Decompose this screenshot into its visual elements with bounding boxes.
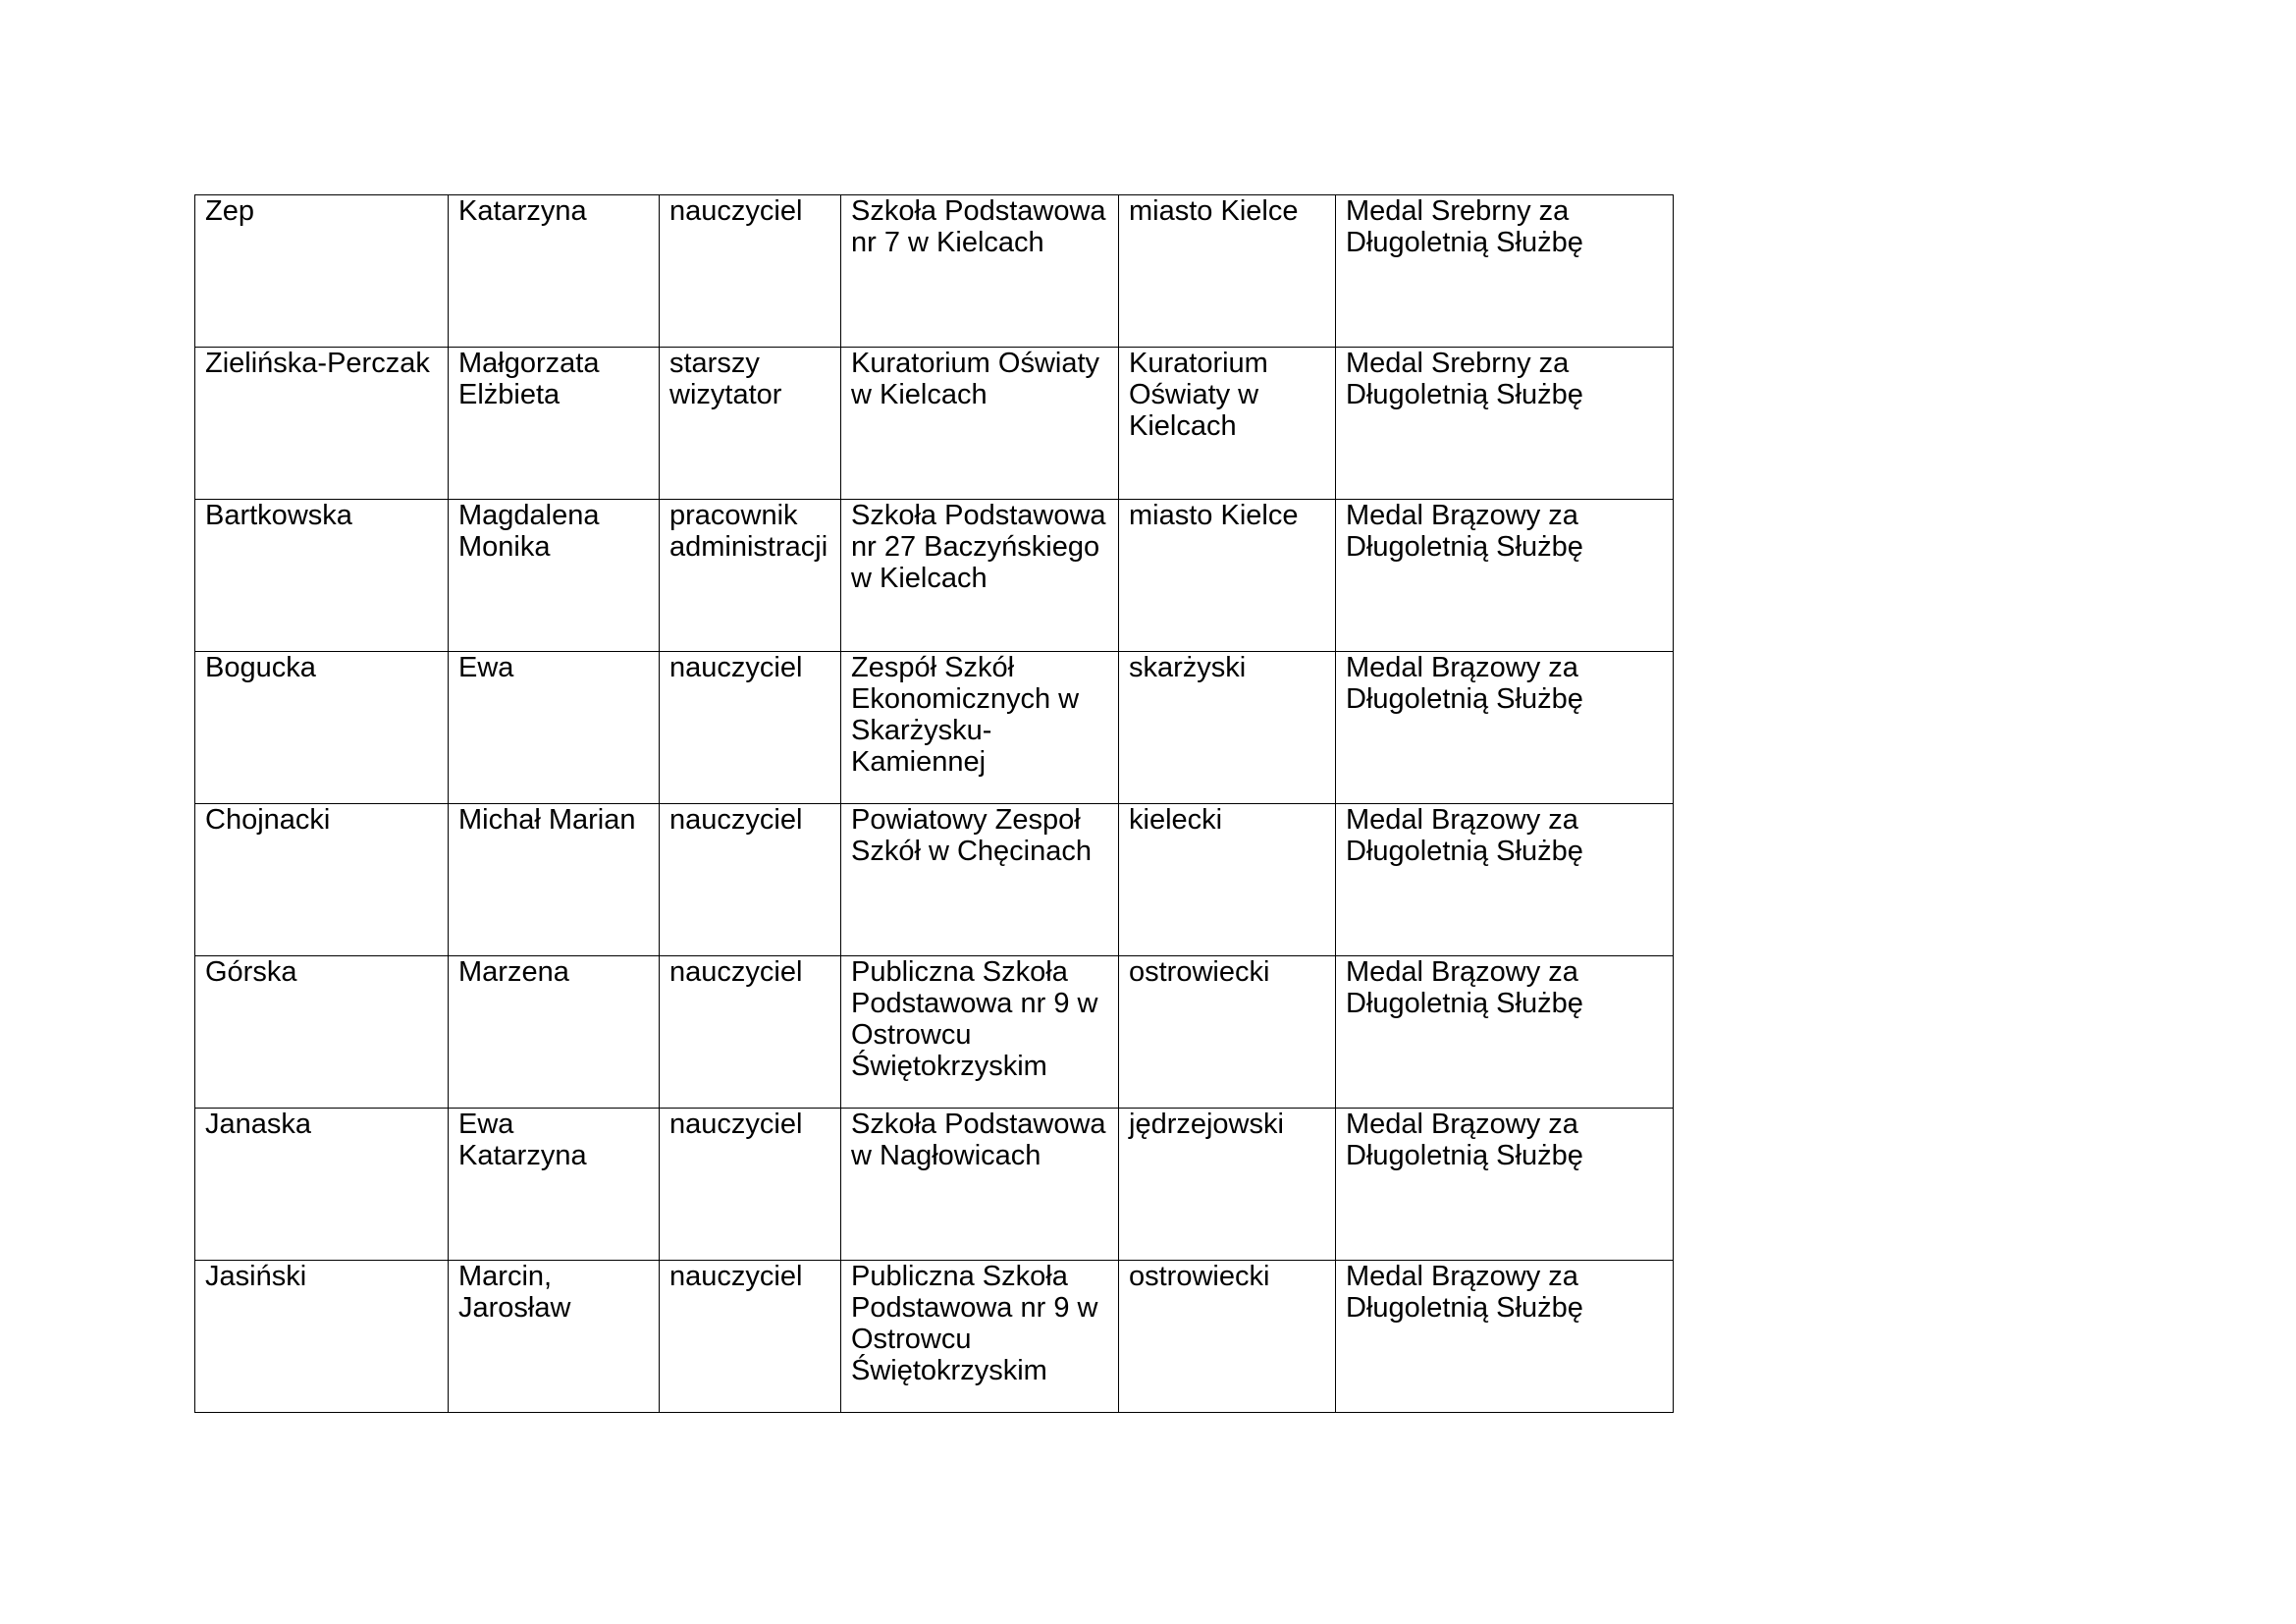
surname-text: Zep	[205, 195, 254, 227]
institution-text: Powiatowy Zespoł Szkół w Chęcinach	[851, 804, 1092, 867]
table-row	[195, 348, 1674, 500]
surname-text: Jasiński	[205, 1261, 307, 1292]
award-cell	[1336, 348, 1674, 500]
award-text: Medal Brązowy za Długoletnią Służbę	[1346, 500, 1583, 563]
award-text: Medal Srebrny za Długoletnią Służbę	[1346, 195, 1583, 258]
district-text: ostrowiecki	[1129, 1261, 1270, 1292]
awards-table	[194, 194, 1674, 1413]
table-row	[195, 195, 1674, 348]
surname-text: Janaska	[205, 1109, 312, 1140]
first-name-text: Magdalena Monika	[458, 500, 600, 563]
first-name-cell	[449, 195, 660, 348]
institution-cell	[841, 1109, 1119, 1261]
first-name-text: Marzena	[458, 956, 569, 988]
position-cell	[660, 956, 841, 1109]
institution-text: Zespół Szkół Ekonomicznych w Skarżysku- Kamiennej	[851, 652, 1080, 778]
position-cell	[660, 1109, 841, 1261]
district-cell	[1119, 956, 1336, 1109]
district-text: jędrzejowski	[1129, 1109, 1284, 1140]
position-text: nauczyciel	[669, 1109, 803, 1140]
first-name-cell	[449, 348, 660, 500]
institution-text: Szkoła Podstawowa nr 27 Baczyńskiego w Kielcach	[851, 500, 1106, 594]
institution-cell	[841, 195, 1119, 348]
surname-text: Bartkowska	[205, 500, 352, 531]
position-text: nauczyciel	[669, 1261, 803, 1292]
first-name-text: Ewa Katarzyna	[458, 1109, 587, 1171]
district-cell	[1119, 500, 1336, 652]
district-text: ostrowiecki	[1129, 956, 1270, 988]
award-text: Medal Brązowy za Długoletnią Służbę	[1346, 1109, 1583, 1171]
institution-cell	[841, 956, 1119, 1109]
table-row	[195, 500, 1674, 652]
first-name-text: Marcin, Jarosław	[458, 1261, 571, 1324]
award-cell	[1336, 804, 1674, 956]
position-cell	[660, 348, 841, 500]
first-name-cell	[449, 500, 660, 652]
position-text: starszy wizytator	[669, 348, 782, 410]
surname-text: Chojnacki	[205, 804, 331, 836]
first-name-text: Katarzyna	[458, 195, 587, 227]
institution-text: Publiczna Szkoła Podstawowa nr 9 w Ostrowcu Świętokrzyskim	[851, 1261, 1098, 1386]
first-name-text: Michał Marian	[458, 804, 636, 836]
position-text: pracownik administracji	[669, 500, 828, 563]
surname-cell	[195, 348, 449, 500]
district-cell	[1119, 804, 1336, 956]
district-text: Kuratorium Oświaty w Kielcach	[1129, 348, 1268, 442]
first-name-text: Małgorzata Elżbieta	[458, 348, 600, 410]
award-text: Medal Srebrny za Długoletnią Służbę	[1346, 348, 1583, 410]
surname-cell	[195, 652, 449, 804]
award-cell	[1336, 1261, 1674, 1413]
surname-text: Zielińska-Perczak	[205, 348, 430, 379]
district-text: skarżyski	[1129, 652, 1247, 683]
table-row	[195, 956, 1674, 1109]
first-name-cell	[449, 956, 660, 1109]
award-cell	[1336, 500, 1674, 652]
institution-cell	[841, 1261, 1119, 1413]
first-name-cell	[449, 804, 660, 956]
district-text: miasto Kielce	[1129, 195, 1299, 227]
district-cell	[1119, 1109, 1336, 1261]
first-name-cell	[449, 652, 660, 804]
surname-cell	[195, 195, 449, 348]
surname-cell	[195, 956, 449, 1109]
district-text: miasto Kielce	[1129, 500, 1299, 531]
award-text: Medal Brązowy za Długoletnią Służbę	[1346, 652, 1583, 715]
position-text: nauczyciel	[669, 956, 803, 988]
institution-cell	[841, 500, 1119, 652]
award-text: Medal Brązowy za Długoletnią Służbę	[1346, 804, 1583, 867]
institution-cell	[841, 652, 1119, 804]
award-cell	[1336, 652, 1674, 804]
institution-text: Szkoła Podstawowa nr 7 w Kielcach	[851, 195, 1106, 258]
surname-cell	[195, 1261, 449, 1413]
award-cell	[1336, 195, 1674, 348]
district-cell	[1119, 195, 1336, 348]
position-text: nauczyciel	[669, 195, 803, 227]
position-cell	[660, 804, 841, 956]
position-text: nauczyciel	[669, 652, 803, 683]
position-cell	[660, 1261, 841, 1413]
first-name-text: Ewa	[458, 652, 514, 683]
table-row	[195, 1109, 1674, 1261]
award-text: Medal Brązowy za Długoletnią Służbę	[1346, 1261, 1583, 1324]
first-name-cell	[449, 1109, 660, 1261]
table-row	[195, 652, 1674, 804]
table-body	[195, 195, 1674, 1413]
table-row	[195, 804, 1674, 956]
district-cell	[1119, 652, 1336, 804]
award-text: Medal Brązowy za Długoletnią Służbę	[1346, 956, 1583, 1019]
first-name-cell	[449, 1261, 660, 1413]
surname-text: Górska	[205, 956, 297, 988]
position-cell	[660, 652, 841, 804]
table-row	[195, 1261, 1674, 1413]
position-text: nauczyciel	[669, 804, 803, 836]
district-text: kielecki	[1129, 804, 1223, 836]
institution-cell	[841, 348, 1119, 500]
institution-text: Publiczna Szkoła Podstawowa nr 9 w Ostrowcu Świętokrzyskim	[851, 956, 1098, 1082]
district-cell	[1119, 1261, 1336, 1413]
institution-text: Kuratorium Oświaty w Kielcach	[851, 348, 1100, 410]
district-cell	[1119, 348, 1336, 500]
award-cell	[1336, 1109, 1674, 1261]
position-cell	[660, 500, 841, 652]
surname-cell	[195, 500, 449, 652]
surname-cell	[195, 1109, 449, 1261]
institution-cell	[841, 804, 1119, 956]
institution-text: Szkoła Podstawowa w Nagłowicach	[851, 1109, 1106, 1171]
surname-cell	[195, 804, 449, 956]
position-cell	[660, 195, 841, 348]
surname-text: Bogucka	[205, 652, 316, 683]
award-cell	[1336, 956, 1674, 1109]
